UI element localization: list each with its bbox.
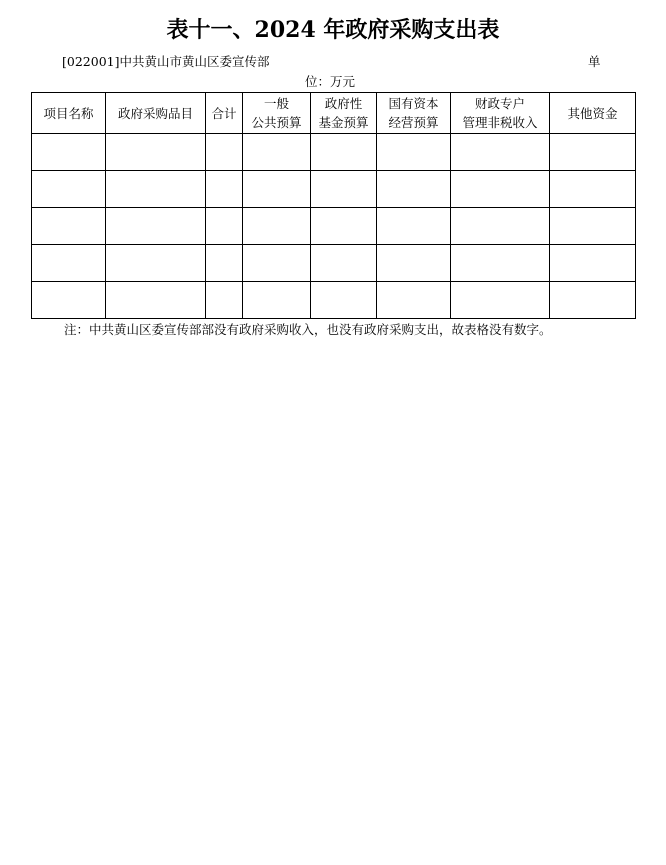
header-line: 基金预算: [318, 115, 369, 130]
header-line: 政府采购品目: [117, 105, 193, 121]
table-row: [32, 134, 636, 171]
table-cell: [550, 134, 636, 171]
procurement-table: [31, 92, 636, 319]
header-general-budget: [243, 93, 311, 134]
table-cell: [550, 171, 636, 208]
header-line: 国有资本: [388, 96, 439, 111]
table-cell: [106, 245, 206, 282]
table-cell: [243, 171, 311, 208]
header-project-name: [32, 93, 106, 134]
table-cell: [206, 282, 243, 319]
table-cell: [106, 171, 206, 208]
table-cell: [32, 134, 106, 171]
table-header-row: [32, 93, 636, 134]
table-cell: [377, 171, 451, 208]
header-line: 一般: [263, 96, 289, 111]
header-line: 经营预算: [388, 115, 439, 130]
table-row: [32, 171, 636, 208]
table-cell: [377, 134, 451, 171]
header-line: 公共预算: [251, 115, 302, 130]
table-cell: [311, 171, 377, 208]
table-cell: [451, 282, 550, 319]
header-fund-budget: [311, 93, 377, 134]
table-cell: [206, 171, 243, 208]
header-line: 其他资金: [567, 105, 618, 121]
table-cell: [311, 208, 377, 245]
page-title: 表十一、2024 年政府采购支出表: [166, 17, 500, 43]
table-cell: [106, 134, 206, 171]
header-procurement-item: [106, 93, 206, 134]
header-line: 合计: [211, 105, 237, 121]
table-cell: [451, 208, 550, 245]
table-cell: [550, 208, 636, 245]
table-cell: [311, 134, 377, 171]
table-body: [32, 134, 636, 319]
table-cell: [550, 282, 636, 319]
footnote: 注：中共黄山区委宣传部部没有政府采购收入，也没有政府采购支出，故表格没有数字。: [64, 322, 552, 337]
header-line: 政府性: [324, 96, 363, 111]
table-cell: [243, 208, 311, 245]
header-total: [206, 93, 243, 134]
table-cell: [32, 245, 106, 282]
table-cell: [32, 282, 106, 319]
table-cell: [377, 282, 451, 319]
table-cell: [243, 134, 311, 171]
table-row: [32, 208, 636, 245]
organization-label: [022001]中共黄山市黄山区委宣传部: [62, 54, 270, 69]
table-cell: [451, 134, 550, 171]
table-cell: [550, 245, 636, 282]
unit-label-part1: 单: [588, 54, 601, 69]
table-cell: [243, 245, 311, 282]
table-cell: [206, 134, 243, 171]
header-line: 财政专户: [474, 96, 525, 111]
table-cell: [451, 171, 550, 208]
table-cell: [32, 171, 106, 208]
table-cell: [106, 282, 206, 319]
header-line: 管理非税收入: [462, 115, 538, 130]
table-cell: [206, 208, 243, 245]
table-cell: [243, 282, 311, 319]
table-cell: [451, 245, 550, 282]
header-state-capital-budget: [377, 93, 451, 134]
header-other-funds: [550, 93, 636, 134]
table-cell: [106, 208, 206, 245]
table-row: [32, 282, 636, 319]
table-row: [32, 245, 636, 282]
table-cell: [206, 245, 243, 282]
table-cell: [377, 208, 451, 245]
header-non-tax-revenue: [451, 93, 550, 134]
table-cell: [311, 245, 377, 282]
unit-label-part2: 位：万元: [305, 74, 356, 89]
table-cell: [311, 282, 377, 319]
header-line: 项目名称: [43, 105, 94, 121]
table-cell: [32, 208, 106, 245]
table-cell: [377, 245, 451, 282]
